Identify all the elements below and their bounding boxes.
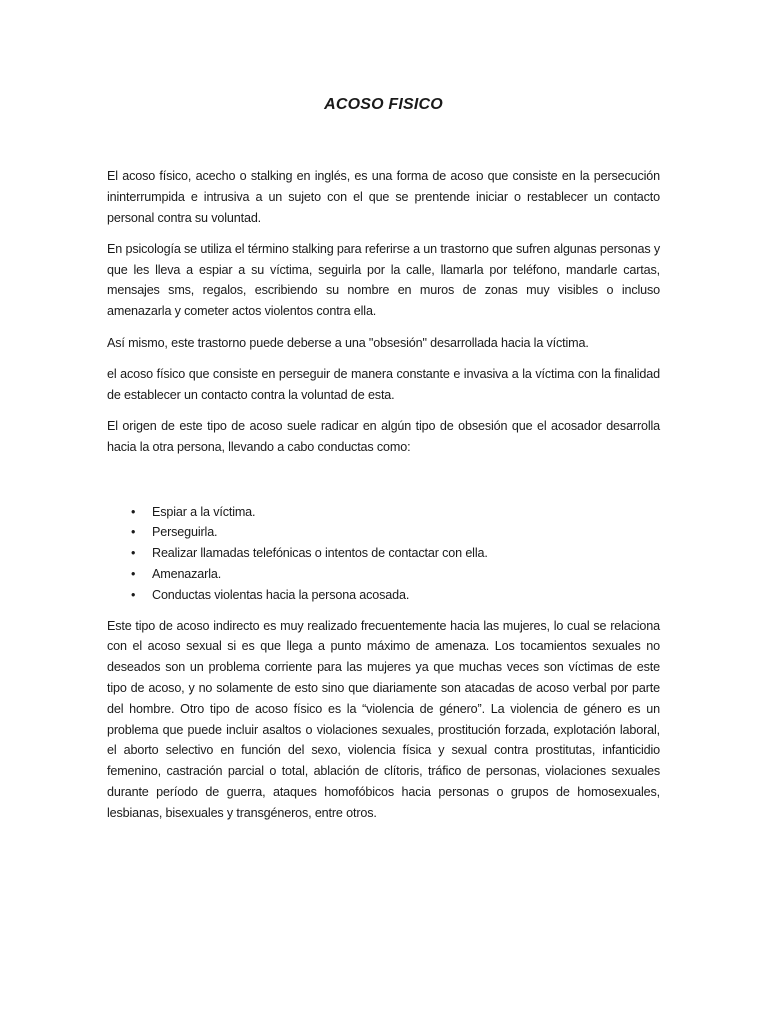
bullet-icon: • — [131, 566, 136, 581]
paragraph-psychology: En psicología se utiliza el término stalking para referirse a un trastorno que sufren algunas personas y que les lleva a espiar a su víctima, seguirla por la calle, llamarla por teléfono, mandarle cartas, mensajes sms, regalos, escribiendo su nombre en muros de zonas muy visibles o incluso amenazarla y cometer actos violentos contra ella. — [107, 241, 660, 319]
bullet-icon: • — [131, 546, 136, 561]
list-item-text: Amenazarla. — [152, 566, 222, 581]
behavior-list — [107, 502, 660, 606]
paragraph-closing: Este tipo de acoso indirecto es muy realizado frecuentemente hacia las mujeres, lo cual se relaciona con el acoso sexual si es que llega a punto máximo de amenaza. Los tocamientos sexuales no deseados son un problema corriente para las mujeres ya que muchas veces son víctimas de este tipo de acoso, y no solamente de esto sino que diariamente son atacadas de acoso verbal por parte del hombre. Otro tipo de acoso físico es la “violencia de género”. La violencia de género es un problema que puede incluir asaltos o violaciones sexuales, prostitución forzada, explotación laboral, el aborto selectivo en función del sexo, violencia física y sexual contra prostitutas, infanticidio femenino, castración parcial o total, ablación de clítoris, tráfico de personas, violaciones sexuales durante período de guerra, ataques homofóbicos hacia personas o grupos de homosexuales, lesbianas, bisexuales y transgéneros, entre otros. — [107, 618, 660, 820]
list-item-text: Espiar a la víctima. — [152, 504, 256, 519]
paragraph-origin: El origen de este tipo de acoso suele radicar en algún tipo de obsesión que el acosador desarrolla hacia la otra persona, llevando a cabo conductas como: — [107, 418, 660, 454]
list-item-text: Realizar llamadas telefónicas o intentos de contactar con ella. — [152, 546, 488, 561]
list-item — [107, 502, 660, 523]
document-title: ACOSO FISICO — [324, 96, 443, 113]
list-item — [107, 522, 660, 543]
paragraph-definition: El acoso físico, acecho o stalking en inglés, es una forma de acoso que consiste en la persecución ininterrumpida e intrusiva a un sujeto con el que se prentende iniciar o restablecer un contacto personal contra su voluntad. — [107, 169, 660, 225]
bullet-icon: • — [131, 504, 136, 519]
list-item — [107, 564, 660, 585]
bullet-icon: • — [131, 587, 136, 602]
bullet-icon: • — [131, 525, 136, 540]
list-item-text: Conductas violentas hacia la persona acosada. — [152, 587, 410, 602]
list-item-text: Perseguirla. — [152, 525, 218, 540]
paragraph-persecution: el acoso físico que consiste en perseguir de manera constante e invasiva a la víctima con la finalidad de establecer un contacto contra la voluntad de esta. — [107, 366, 660, 402]
list-item — [107, 585, 660, 606]
paragraph-obsession: Así mismo, este trastorno puede deberse a una "obsesión" desarrollada hacia la víctima. — [107, 335, 589, 350]
document-body — [107, 166, 660, 834]
list-item — [107, 543, 660, 564]
